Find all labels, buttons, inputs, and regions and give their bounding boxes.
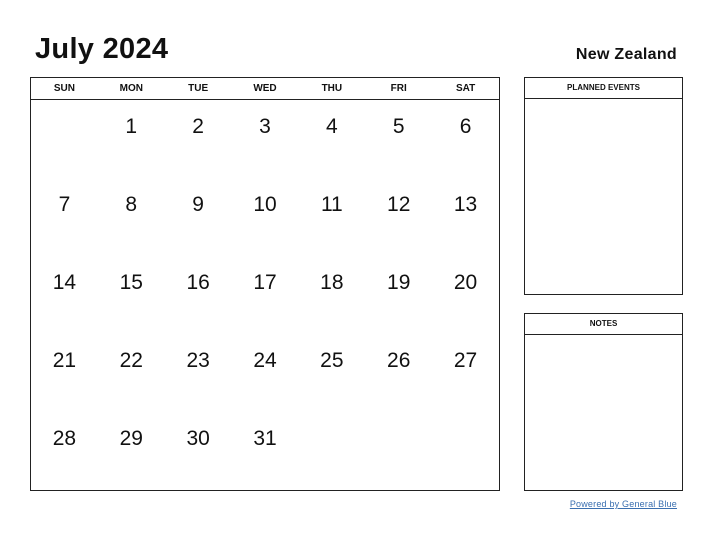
day-cell: 15 (119, 271, 143, 294)
day-cell: 20 (453, 271, 478, 294)
weekday-fri: FRI (390, 83, 407, 94)
day-cell: 7 (58, 193, 71, 216)
day-cell: 22 (119, 349, 143, 372)
day-cell: 3 (259, 115, 271, 138)
day-cell: 21 (52, 349, 77, 372)
day-cell: 4 (326, 115, 338, 138)
day-cell: 27 (453, 349, 478, 372)
country-label: New Zealand (575, 46, 677, 63)
day-cell: 17 (253, 271, 277, 294)
page-title: July 2024 (35, 33, 169, 65)
day-cell: 9 (192, 193, 204, 216)
day-cell: 26 (387, 349, 411, 372)
day-cell: 11 (320, 193, 343, 216)
day-cell: 28 (52, 427, 77, 450)
day-cell: 5 (392, 115, 405, 138)
day-cell (298, 412, 365, 490)
weekday-thu: THU (321, 83, 343, 94)
day-cell: 30 (186, 427, 210, 450)
day-cell: 24 (253, 349, 277, 372)
powered-by-link[interactable]: Powered by General Blue (569, 499, 677, 509)
weekday-sun: SUN (53, 83, 75, 94)
day-cell: 2 (192, 115, 204, 138)
weekday-mon: MON (119, 83, 143, 94)
planned-events-heading: PLANNED EVENTS (525, 78, 682, 99)
day-cell: 31 (253, 427, 277, 450)
day-cell (31, 100, 98, 178)
day-cell: 12 (387, 193, 411, 216)
day-cell: 14 (52, 271, 77, 294)
weekday-tue: TUE (188, 83, 209, 94)
notes-heading: NOTES (525, 314, 682, 335)
day-cell: 10 (253, 193, 277, 216)
weekday-header (31, 78, 499, 100)
day-cell: 23 (186, 349, 210, 372)
day-cell (432, 412, 499, 490)
day-cell: 6 (459, 115, 472, 138)
day-cell: 19 (387, 271, 411, 294)
notes-panel (524, 313, 683, 491)
day-cell: 16 (186, 271, 210, 294)
day-cell (365, 412, 432, 490)
day-cell: 29 (119, 427, 143, 450)
day-cell: 8 (125, 193, 138, 216)
planned-events-panel (524, 77, 683, 295)
day-cell: 13 (453, 193, 478, 216)
weekday-wed: WED (253, 83, 277, 94)
day-cell: 1 (125, 115, 138, 138)
day-cells (31, 100, 499, 490)
day-cell: 18 (320, 271, 344, 294)
calendar-grid (30, 77, 500, 491)
day-cell: 25 (320, 349, 344, 372)
weekday-sat: SAT (455, 83, 476, 94)
